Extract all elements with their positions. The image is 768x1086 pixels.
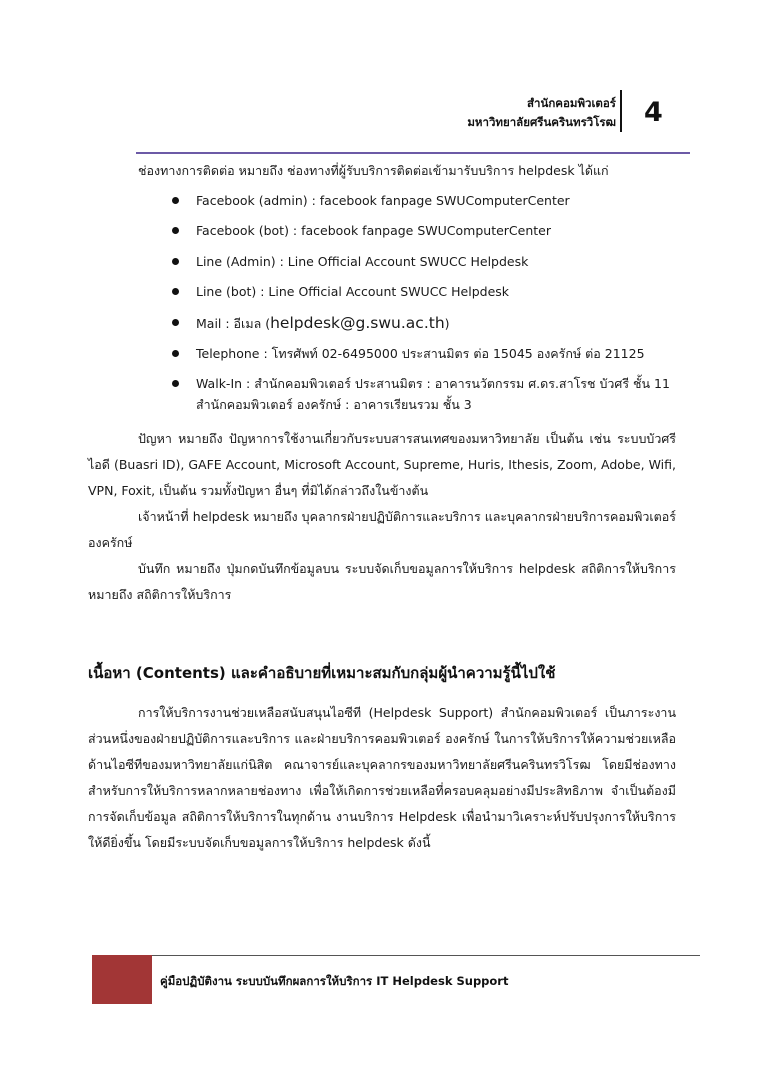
definition-problem: ปัญหา หมายถึง ปัญหาการใช้งานเกี่ยวกับระบบสารสนเทศของมหาวิทยาลัย เป็นต้น เช่น ระบบบัวศรีไอดี (Buasri ID), GAFE Account, Microsoft Account, Supreme, Huris, Ithesis, Zoom, Adobe, Wifi, VPN, Foxit, เป็นต้น รวมทั้งปัญหา อื่นๆ ที่มิได้กล่าวถึงในข้างต้น [88, 431, 676, 498]
header-organization [467, 94, 616, 132]
channel-facebook-admin: Facebook (admin) : facebook fanpage SWUComputerCenter [196, 193, 570, 208]
channel-mail-address: helpdesk@g.swu.ac.th [270, 313, 445, 332]
header-org-line1: สำนักคอมพิวเตอร์ [526, 96, 616, 110]
footer-rule [152, 955, 700, 956]
list-item [170, 247, 680, 277]
bullet-icon [172, 380, 179, 387]
contents-block [88, 700, 676, 856]
list-item [170, 308, 680, 339]
channels-intro: ช่องทางการติดต่อ หมายถึง ช่องทางที่ผู้รับบริการติดต่อเข้ามารับบริการ helpdesk ได้แก่ [138, 163, 609, 178]
contents-paragraph: การให้บริการงานช่วยเหลือสนับสนุนไอซีที (Helpdesk Support) สำนักคอมพิวเตอร์ เป็นภาระงานส่วนหนึ่งของฝ่ายปฏิบัติการและบริการ และฝ่ายบริการคอมพิวเตอร์ องครักษ์ ในการให้บริการให้ความช่วยเหลือ ด้านไอซีทีของมหาวิทยาลัยแก่นิสิต คณาจารย์และบุคลากรของมหาวิทยาลัยศรีนครินทรวิโรฒ โดยมีช่องทางสำหรับการให้บริการหลากหลายช่องทาง เพื่อให้เกิดการช่วยเหลือที่ครอบคลุมอย่างมีประสิทธิภาพ จำเป็นต้องมีการจัดเก็บข้อมูล สถิติการให้บริการในทุกด้าน งานบริการ Helpdesk เพื่อนำมาวิเคราะห์ปรับปรุงการให้บริการให้ดียิ่งขึ้น โดยมีระบบจัดเก็บขอมูลการให้บริการ helpdesk ดังนี้ [88, 705, 676, 850]
definition-staff: เจ้าหน้าที่ helpdesk หมายถึง บุคลากรฝ่ายปฏิบัติการและบริการ และบุคลากรฝ่ายบริการคอมพิวเตอร์ องครักษ์ [88, 509, 676, 550]
channel-telephone: Telephone : โทรศัพท์ 02-6495000 ประสานมิตร ต่อ 15045 องครักษ์ ต่อ 21125 [196, 346, 645, 362]
list-item [170, 369, 680, 415]
channel-walkin-line1: Walk-In : สำนักคอมพิวเตอร์ ประสานมิตร : อาคารนวัตกรรม ศ.ดร.สาโรช บัวศรี ชั้น 11 [196, 376, 670, 392]
definition-record: บันทึก หมายถึง ปุ่มกดบันทึกข้อมูลบน ระบบจัดเก็บขอมูลการให้บริการ helpdesk สถิติการให้บริการ หมายถึง สถิติการให้บริการ [88, 561, 676, 602]
list-item [170, 277, 680, 307]
header-org-line2: มหาวิทยาลัยศรีนครินทรวิโรฒ [467, 115, 616, 129]
list-item [170, 186, 680, 216]
list-item [170, 216, 680, 246]
channels-intro-block [88, 158, 676, 184]
header-rule [136, 152, 690, 154]
bullet-icon [172, 258, 179, 265]
channel-list [170, 186, 680, 416]
list-item [170, 339, 680, 369]
channel-line-bot: Line (bot) : Line Official Account SWUCC Helpdesk [196, 284, 510, 300]
bullet-icon [172, 197, 179, 204]
section-heading: เนื้อหา (Contents) และคำอธิบายที่เหมาะสมกับกลุ่มผู้นำความรู้นี้ไปใช้ [88, 664, 556, 682]
bullet-icon [172, 319, 179, 326]
bullet-icon [172, 288, 179, 295]
channel-line-admin: Line (Admin) : Line Official Account SWUCC Helpdesk [196, 253, 529, 269]
channel-mail-prefix: Mail : อีเมล ( [196, 315, 271, 331]
channel-mail-suffix: ) [444, 315, 450, 331]
header-divider [620, 90, 622, 132]
definitions-block [88, 426, 676, 608]
channel-facebook-bot: Facebook (bot) : facebook fanpage SWUComputerCenter [196, 223, 551, 239]
channel-walkin-line2: สำนักคอมพิวเตอร์ องครักษ์ : อาคารเรียนรวม ชั้น 3 [196, 396, 472, 412]
page-number: 4 [644, 97, 663, 128]
bullet-icon [172, 350, 179, 357]
bullet-icon [172, 227, 179, 234]
footer-accent-block [92, 955, 152, 1004]
footer-title: คู่มือปฏิบัติงาน ระบบบันทึกผลการให้บริการ IT Helpdesk Support [160, 974, 509, 988]
